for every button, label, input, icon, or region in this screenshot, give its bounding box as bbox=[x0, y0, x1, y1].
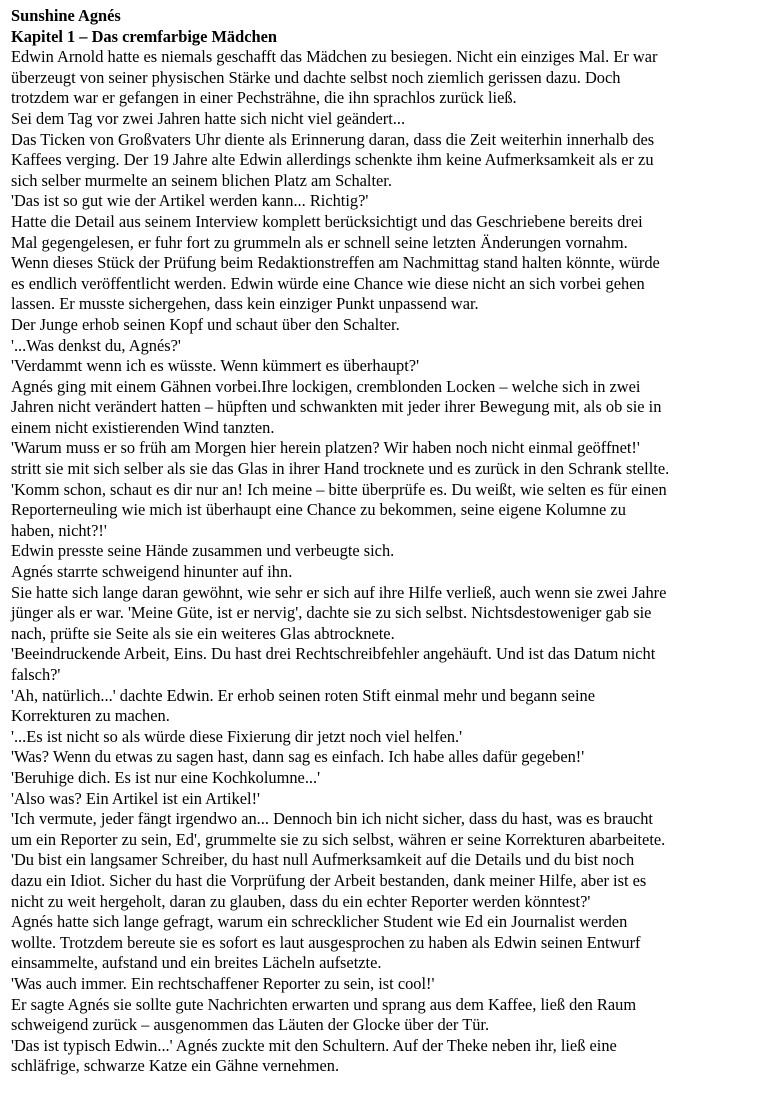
text-line: sich selber murmelte an seinem blichen Platz am Schalter. bbox=[11, 170, 392, 190]
text-line: es endlich veröffentlicht werden. Edwin würde eine Chance wie diese nicht an sich vorbei gehen bbox=[11, 273, 645, 293]
text-line: nicht zu weit hergeholt, daran zu glauben, dass du ein echter Reporter werden könntest?' bbox=[11, 891, 591, 911]
text-line: Mal gegengelesen, er fuhr fort zu grummeln als er schnell seine letzten Änderungen vornahm. bbox=[11, 232, 628, 252]
text-line: 'Was? Wenn du etwas zu sagen hast, dann sag es einfach. Ich habe alles dafür gegeben!' bbox=[11, 747, 585, 767]
text-line: 'Beruhige dich. Es ist nur eine Kochkolumne...' bbox=[11, 767, 321, 787]
document-page bbox=[11, 6, 759, 1077]
text-line: um ein Reporter zu sein, Ed', grummelte sie zu sich selbst, währen er seine Korrekturen abarbeitete. bbox=[11, 829, 666, 849]
text-line: Sei dem Tag vor zwei Jahren hatte sich nicht viel geändert... bbox=[11, 108, 406, 128]
text-line: '...Es ist nicht so als würde diese Fixierung dir jetzt noch viel helfen.' bbox=[11, 726, 463, 746]
text-line: 'Also was? Ein Artikel ist ein Artikel!' bbox=[11, 788, 260, 808]
text-line: Das Ticken von Großvaters Uhr diente als Erinnerung daran, dass die Zeit weiterhin innerhalb des bbox=[11, 129, 655, 149]
text-line: Der Junge erhob seinen Kopf und schaut über den Schalter. bbox=[11, 314, 400, 334]
text-line: Hatte die Detail aus seinem Interview komplett berücksichtigt und das Geschriebene bereits drei bbox=[11, 211, 643, 231]
text-line: 'Verdammt wenn ich es wüsste. Wenn kümmert es überhaupt?' bbox=[11, 356, 420, 376]
text-line: wollte. Trotzdem bereute sie es sofort es laut ausgesprochen zu haben als Edwin seinen Entwurf bbox=[11, 932, 641, 952]
text-line: überzeugt von seiner physischen Stärke und dachte selbst noch ziemlich gerissen dazu. Doch bbox=[11, 67, 621, 87]
text-line: 'Warum muss er so früh am Morgen hier herein platzen? Wir haben noch nicht einmal geöffnet!' bbox=[11, 438, 640, 458]
text-line: Agnés ging mit einem Gähnen vorbei.Ihre lockigen, cremblonden Locken – welche sich in zwei bbox=[11, 376, 641, 396]
text-line: einsammelte, aufstand und ein breites Lächeln aufsetzte. bbox=[11, 953, 382, 973]
text-line: 'Das ist so gut wie der Artikel werden kann... Richtig?' bbox=[11, 191, 369, 211]
text-line: Edwin presste seine Hände zusammen und verbeugte sich. bbox=[11, 541, 395, 561]
text-line: Agnés starrte schweigend hinunter auf ihn. bbox=[11, 562, 293, 582]
document-title: Sunshine Agnés bbox=[11, 6, 121, 25]
text-line: 'Ich vermute, jeder fängt irgendwo an... Dennoch bin ich nicht sicher, dass du hast, was es braucht bbox=[11, 809, 653, 829]
text-line: Edwin Arnold hatte es niemals geschafft das Mädchen zu besiegen. Nicht ein einziges Mal. Er war bbox=[11, 47, 658, 67]
text-line: Korrekturen zu machen. bbox=[11, 706, 170, 726]
text-line: stritt sie mit sich selber als sie das Glas in ihrer Hand trocknete und es zurück in den Schrank stellte. bbox=[11, 459, 670, 479]
text-line: falsch?' bbox=[11, 665, 61, 684]
text-line: 'Was auch immer. Ein rechtschaffener Reporter zu sein, ist cool!' bbox=[11, 973, 435, 993]
text-line: 'Du bist ein langsamer Schreiber, du hast null Aufmerksamkeit auf die Details und du bist noch bbox=[11, 850, 635, 870]
text-line: lassen. Er musste sichergehen, dass kein einziger Punkt unpassend war. bbox=[11, 294, 479, 314]
text-line: schläfrige, schwarze Katze ein Gähne vernehmen. bbox=[11, 1056, 340, 1076]
text-line: jünger als er war. 'Meine Güte, ist er nervig', dachte sie zu sich selbst. Nichtsdestoweniger gab sie bbox=[11, 603, 652, 623]
text-line: Reporterneuling wie mich ist überhaupt eine Chance zu bekommen, seine eigene Kolumne zu bbox=[11, 500, 626, 520]
text-line: Jahren nicht verändert hatten – hüpften und schwankten mit jeder ihrer Bewegung mit, als ob sie in bbox=[11, 397, 662, 417]
text-line: 'Beeindruckende Arbeit, Eins. Du hast drei Rechtschreibfehler angehäuft. Und ist das Datum nicht bbox=[11, 644, 656, 664]
text-line: 'Ah, natürlich...' dachte Edwin. Er erhob seinen roten Stift einmal mehr und begann seine bbox=[11, 685, 595, 705]
text-line: dazu ein Idiot. Sicher du hast die Vorprüfung der Arbeit bestanden, dank meiner Hilfe, aber ist es bbox=[11, 870, 647, 890]
text-line: schweigend zurück – ausgenommen das Läuten der Glocke über der Tür. bbox=[11, 1015, 490, 1035]
text-line: einem nicht existierenden Wind tanzten. bbox=[11, 417, 275, 437]
text-line: trotzdem war er gefangen in einer Pechsträhne, die ihn sprachlos zurück ließ. bbox=[11, 88, 517, 108]
text-line: Kaffees verging. Der 19 Jahre alte Edwin allerdings schenkte ihm keine Aufmerksamkeit als er zu bbox=[11, 150, 654, 170]
text-line: nach, prüfte sie Seite als sie ein weiteres Glas abtrocknete. bbox=[11, 623, 395, 643]
document-body bbox=[11, 47, 759, 1077]
text-line: haben, nicht?!' bbox=[11, 520, 107, 540]
text-line: Agnés hatte sich lange gefragt, warum ein schrecklicher Student wie Ed ein Journalist werden bbox=[11, 912, 628, 932]
text-line: Wenn dieses Stück der Prüfung beim Redaktionstreffen am Nachmittag stand halten könnte, würde bbox=[11, 253, 660, 273]
text-line: '...Was denkst du, Agnés?' bbox=[11, 335, 181, 355]
text-line: 'Komm schon, schaut es dir nur an! Ich meine – bitte überprüfe es. Du weißt, wie selten es für einen bbox=[11, 479, 667, 499]
chapter-heading: Kapitel 1 – Das cremfarbige Mädchen bbox=[11, 26, 278, 46]
text-line: Er sagte Agnés sie sollte gute Nachrichten erwarten und sprang aus dem Kaffee, ließ den Raum bbox=[11, 994, 637, 1014]
text-line: Sie hatte sich lange daran gewöhnt, wie sehr er sich auf ihre Hilfe verließ, auch wenn sie zwei Jahre bbox=[11, 582, 667, 602]
text-line: 'Das ist typisch Edwin...' Agnés zuckte mit den Schultern. Auf der Theke neben ihr, ließ eine bbox=[11, 1035, 617, 1055]
